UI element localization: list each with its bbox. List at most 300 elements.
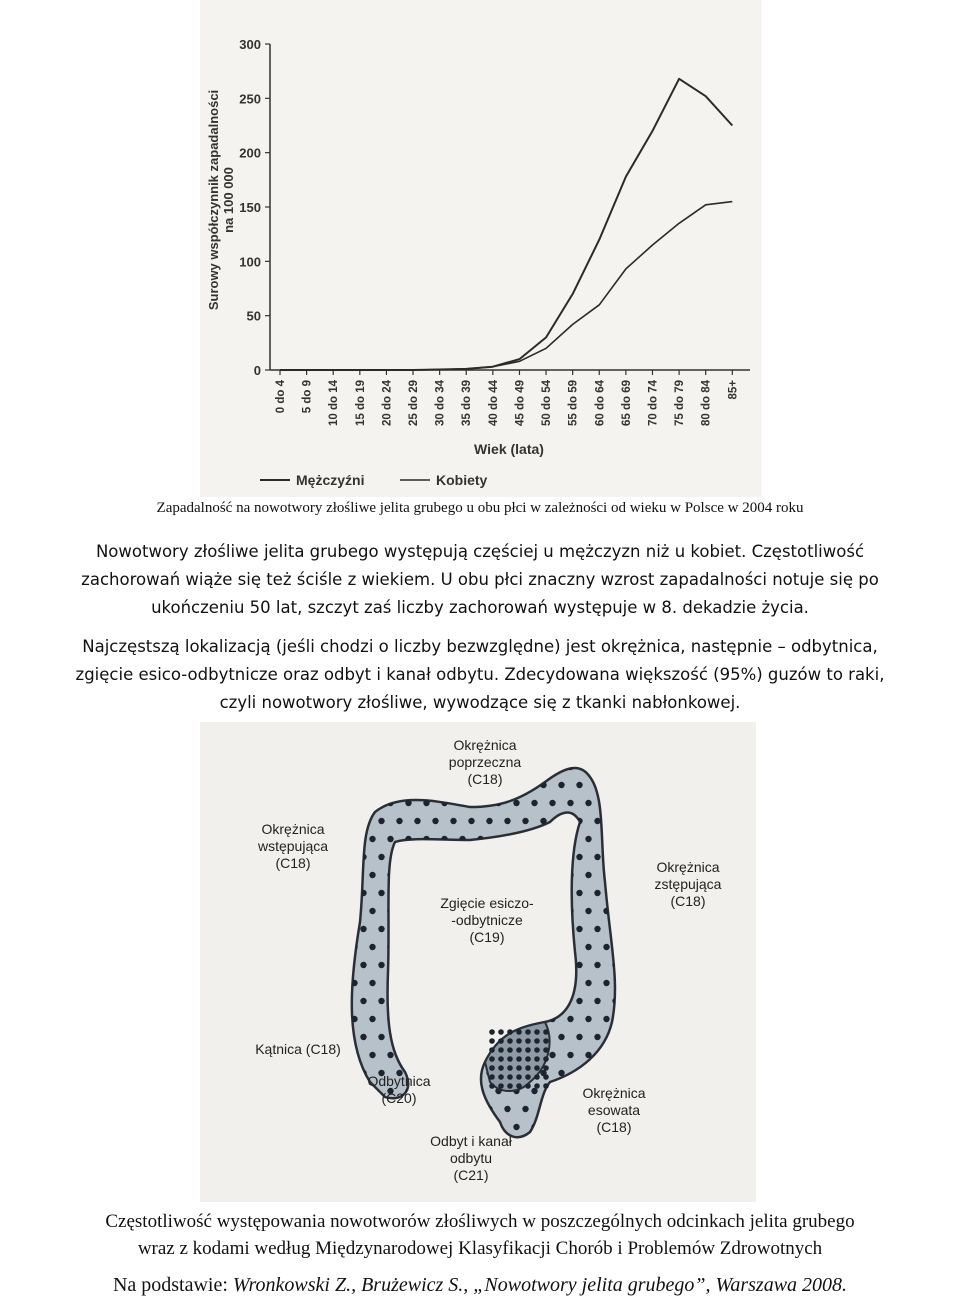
colon-cell-dot bbox=[396, 926, 402, 932]
rectum-cell-dot bbox=[543, 1074, 549, 1080]
colon-cell-dot bbox=[459, 980, 465, 986]
colon-cell-dot bbox=[513, 944, 519, 950]
colon-cell-dot bbox=[459, 872, 465, 878]
diagram-label-line: (C18) bbox=[275, 855, 311, 871]
colon-cell-dot bbox=[576, 962, 582, 968]
colon-cell-dot bbox=[603, 800, 609, 806]
colon-cell-dot bbox=[567, 800, 573, 806]
paragraph-location bbox=[0, 633, 960, 717]
rectum-cell-dot bbox=[498, 1065, 504, 1071]
diagram-label-line: Kątnica (C18) bbox=[255, 1041, 341, 1057]
colon-cell-dot bbox=[540, 962, 546, 968]
colon-cell-dot bbox=[360, 1106, 366, 1112]
colon-cell-dot bbox=[558, 1106, 564, 1112]
colon-cell-dot bbox=[468, 1106, 474, 1112]
colon-cell-dot bbox=[450, 1070, 456, 1076]
colon-cell-dot bbox=[495, 1016, 501, 1022]
paragraph-line: ukończeniu 50 lat, szczyt zaś liczby zachorowań występuje w 8. dekadzie życia. bbox=[151, 598, 809, 617]
colon-cell-dot bbox=[531, 944, 537, 950]
colon-cell-dot bbox=[423, 908, 429, 914]
diagram-label-line: Okrężnica bbox=[453, 737, 517, 753]
rectum-cell-dot bbox=[516, 1047, 522, 1053]
colon-cell-dot bbox=[414, 962, 420, 968]
rectum-cell-dot bbox=[498, 1029, 504, 1035]
rectum-cell-dot bbox=[507, 1038, 513, 1044]
x-ticks bbox=[275, 370, 739, 426]
diagram-label-line: esowata bbox=[587, 1102, 641, 1118]
colon-cell-dot bbox=[531, 764, 537, 770]
colon-cell-dot bbox=[477, 1016, 483, 1022]
colon-cell-dot bbox=[387, 1052, 393, 1058]
colon-cell-dot bbox=[504, 998, 510, 1004]
colon-cell-dot bbox=[423, 1124, 429, 1130]
colon-cell-dot bbox=[486, 962, 492, 968]
colon-cell-dot bbox=[396, 854, 402, 860]
rectum-cell-dot bbox=[507, 1056, 513, 1062]
rectum-cell-dot bbox=[489, 1065, 495, 1071]
y-tick-label: 250 bbox=[239, 91, 261, 107]
colon-cell-dot bbox=[414, 998, 420, 1004]
colon-cell-dot bbox=[360, 926, 366, 932]
colon-cell-dot bbox=[396, 782, 402, 788]
colon-cell-dot bbox=[477, 800, 483, 806]
colon-cell-dot bbox=[603, 980, 609, 986]
colon-cell-dot bbox=[423, 872, 429, 878]
rectum-cell-dot bbox=[489, 1074, 495, 1080]
colon-cell-dot bbox=[378, 1106, 384, 1112]
colon-cell-dot bbox=[540, 926, 546, 932]
colon-cell-dot bbox=[549, 872, 555, 878]
colon-cell-dot bbox=[540, 854, 546, 860]
colon-cell-dot bbox=[441, 980, 447, 986]
diagram-label-line: Odbyt i kanał bbox=[430, 1133, 512, 1149]
rectum-cell-dot bbox=[516, 1065, 522, 1071]
paragraph-line: zachorowań wiąże się też ściśle z wiekiem. U obu płci znaczny wzrost zapadalności notuje się po bbox=[81, 570, 879, 589]
diagram-label-anus bbox=[430, 1133, 513, 1183]
colon-cell-dot bbox=[522, 854, 528, 860]
colon-cell-dot bbox=[414, 818, 420, 824]
colon-cell-dot bbox=[531, 1016, 537, 1022]
x-tick-label: 80 do 84 bbox=[700, 380, 713, 427]
colon-cell-dot bbox=[369, 1016, 375, 1022]
colon-cell-dot bbox=[603, 764, 609, 770]
rectum-cell-dot bbox=[507, 1083, 513, 1089]
colon-cell-dot bbox=[468, 1034, 474, 1040]
diagram-label-line: (C21) bbox=[453, 1167, 489, 1183]
colon-cell-dot bbox=[540, 998, 546, 1004]
diagram-label-sigmoid bbox=[582, 1085, 645, 1135]
colon-cell-dot bbox=[495, 872, 501, 878]
rectum-cell-dot bbox=[498, 1074, 504, 1080]
colon-cell-dot bbox=[414, 782, 420, 788]
colon-cell-dot bbox=[504, 782, 510, 788]
incidence-chart-svg bbox=[200, 0, 762, 497]
rectum-cell-dot bbox=[543, 1029, 549, 1035]
colon-cell-dot bbox=[540, 1106, 546, 1112]
colon-cell-dot bbox=[360, 962, 366, 968]
colon-cell-dot bbox=[558, 962, 564, 968]
legend-label: Kobiety bbox=[436, 472, 488, 488]
colon-cell-dot bbox=[504, 854, 510, 860]
colon-cell-dot bbox=[594, 818, 600, 824]
colon-cell-dot bbox=[369, 1124, 375, 1130]
colon-cell-dot bbox=[414, 926, 420, 932]
rectum-cell-dot bbox=[525, 1047, 531, 1053]
colon-cell-dot bbox=[522, 1106, 528, 1112]
colon-cell-dot bbox=[450, 818, 456, 824]
colon-cell-dot bbox=[576, 890, 582, 896]
colon-cell-dot bbox=[387, 836, 393, 842]
diagram-label-line: poprzeczna bbox=[448, 754, 522, 770]
colon-cell-dot bbox=[387, 944, 393, 950]
colon-cell-dot bbox=[486, 998, 492, 1004]
colon-cell-dot bbox=[612, 962, 618, 968]
colon-cell-dot bbox=[567, 1088, 573, 1094]
colon-cell-dot bbox=[468, 818, 474, 824]
colon-cell-dot bbox=[576, 1106, 582, 1112]
colon-cell-dot bbox=[477, 980, 483, 986]
colon-cell-dot bbox=[432, 782, 438, 788]
colon-cell-dot bbox=[513, 800, 519, 806]
colon-cell-dot bbox=[369, 764, 375, 770]
colon-cell-dot bbox=[432, 1106, 438, 1112]
x-tick-label: 5 do 9 bbox=[301, 380, 314, 414]
x-tick-label: 85+ bbox=[727, 380, 740, 400]
rectum-cell-dot bbox=[516, 1083, 522, 1089]
colon-cell-dot bbox=[585, 980, 591, 986]
rectum-cell-dot bbox=[534, 1083, 540, 1089]
colon-cell-dot bbox=[423, 836, 429, 842]
rectum-cell-dot bbox=[525, 1056, 531, 1062]
y-axis-title-line: Surowy współczynnik zapadalności bbox=[206, 89, 221, 311]
colon-cell-dot bbox=[585, 944, 591, 950]
colon-cell-dot bbox=[405, 1124, 411, 1130]
colon-cell-dot bbox=[612, 818, 618, 824]
colon-cell-dot bbox=[504, 962, 510, 968]
colon-cell-dot bbox=[468, 962, 474, 968]
colon-cell-dot bbox=[441, 872, 447, 878]
colon-cell-dot bbox=[441, 836, 447, 842]
colon-cell-dot bbox=[531, 980, 537, 986]
rectum-cell-dot bbox=[543, 1056, 549, 1062]
x-tick-label: 10 do 14 bbox=[328, 380, 341, 427]
x-tick-label: 65 do 69 bbox=[620, 380, 633, 427]
colon-cell-dot bbox=[369, 872, 375, 878]
rectum-cell-dot bbox=[498, 1056, 504, 1062]
colon-cell-dot bbox=[351, 908, 357, 914]
colon-cell-dot bbox=[513, 1124, 519, 1130]
rectum-cell-dot bbox=[525, 1029, 531, 1035]
x-tick-label: 50 do 54 bbox=[541, 380, 554, 427]
colon-cell-dot bbox=[558, 854, 564, 860]
colon-cell-dot bbox=[594, 854, 600, 860]
colon-cell-dot bbox=[567, 908, 573, 914]
colon-cell-dot bbox=[567, 1124, 573, 1130]
colon-cell-dot bbox=[450, 1034, 456, 1040]
colon-cell-dot bbox=[531, 872, 537, 878]
colon-cell-dot bbox=[585, 1052, 591, 1058]
rectum-cell-dot bbox=[507, 1029, 513, 1035]
colon-cell-dot bbox=[531, 800, 537, 806]
colon-cell-dot bbox=[522, 818, 528, 824]
colon-cell-dot bbox=[504, 818, 510, 824]
colon-cell-dot bbox=[441, 1124, 447, 1130]
colon-cell-dot bbox=[441, 1088, 447, 1094]
colon-cell-dot bbox=[486, 854, 492, 860]
x-axis-title: Wiek (lata) bbox=[474, 441, 544, 457]
colon-cell-dot bbox=[432, 1034, 438, 1040]
x-tick-label: 75 do 79 bbox=[674, 380, 687, 427]
colon-cell-dot bbox=[468, 1070, 474, 1076]
y-axis-title-line: na 100 000 bbox=[221, 167, 236, 233]
paragraph-line: zgięcie esico-odbytnicze oraz odbyt i kanał odbytu. Zdecydowana większość (95%) guzów to raki, bbox=[75, 665, 885, 684]
colon-cell-dot bbox=[378, 782, 384, 788]
x-tick-label: 30 do 34 bbox=[434, 380, 447, 427]
colon-cell-dot bbox=[576, 998, 582, 1004]
colon-cell-dot bbox=[558, 998, 564, 1004]
diagram-caption-line: Częstotliwość występowania nowotworów złośliwych w poszczególnych odcinkach jelita grubego bbox=[105, 1211, 855, 1232]
colon-cell-dot bbox=[567, 836, 573, 842]
colon-cell-dot bbox=[405, 1016, 411, 1022]
colon-cell-dot bbox=[450, 1106, 456, 1112]
y-tick-label: 300 bbox=[239, 37, 261, 52]
rectum-cell-dot bbox=[525, 1038, 531, 1044]
colon-cell-dot bbox=[549, 908, 555, 914]
rectum-cell-dot bbox=[534, 1029, 540, 1035]
x-tick-label: 20 do 24 bbox=[381, 380, 394, 427]
colon-cell-dot bbox=[351, 1088, 357, 1094]
colon-cell-dot bbox=[423, 800, 429, 806]
colon-cell-dot bbox=[459, 1052, 465, 1058]
colon-cell-dot bbox=[378, 818, 384, 824]
diagram-label-line: zstępująca bbox=[654, 876, 722, 892]
colon-cell-dot bbox=[405, 764, 411, 770]
series-line bbox=[280, 202, 732, 370]
colon-cell-dot bbox=[513, 1016, 519, 1022]
diagram-label-line: Okrężnica bbox=[582, 1085, 646, 1101]
colon-cell-dot bbox=[360, 998, 366, 1004]
colon-cell-dot bbox=[522, 926, 528, 932]
rectum-cell-dot bbox=[507, 1047, 513, 1053]
colon-cell-dot bbox=[549, 836, 555, 842]
colon-cell-dot bbox=[432, 890, 438, 896]
colon-cell-dot bbox=[549, 944, 555, 950]
rectum-cell-dot bbox=[534, 1056, 540, 1062]
colon-cell-dot bbox=[549, 800, 555, 806]
colon-cell-dot bbox=[459, 944, 465, 950]
source-reference: Wronkowski Z., Brużewicz S., „Nowotwory jelita grubego”, Warszawa 2008. bbox=[232, 1274, 848, 1296]
x-tick-label: 25 do 29 bbox=[408, 380, 421, 427]
colon-cell-dot bbox=[558, 890, 564, 896]
colon-cell-dot bbox=[468, 854, 474, 860]
rectum-cell-dot bbox=[525, 1083, 531, 1089]
colon-cell-dot bbox=[603, 944, 609, 950]
rectum-cell-dot bbox=[498, 1083, 504, 1089]
colon-cell-dot bbox=[423, 1052, 429, 1058]
colon-cell-dot bbox=[378, 962, 384, 968]
colon-cell-dot bbox=[486, 818, 492, 824]
colon-cell-dot bbox=[576, 1070, 582, 1076]
colon-cell-dot bbox=[414, 890, 420, 896]
colon-cell-dot bbox=[585, 1016, 591, 1022]
rectum-cell-dot bbox=[516, 1074, 522, 1080]
colon-cell-dot bbox=[585, 908, 591, 914]
colon-cell-dot bbox=[396, 962, 402, 968]
colon-cell-dot bbox=[531, 836, 537, 842]
colon-cell-dot bbox=[369, 944, 375, 950]
paragraph-line: czyli nowotwory złośliwe, wywodzące się z tkanki nabłonkowej. bbox=[219, 693, 741, 712]
rectum-cell-dot bbox=[507, 1065, 513, 1071]
colon-cell-dot bbox=[567, 1016, 573, 1022]
colon-cell-dot bbox=[396, 1034, 402, 1040]
rectum-cell-dot bbox=[534, 1065, 540, 1071]
rectum-cell-dot bbox=[525, 1074, 531, 1080]
colon-cell-dot bbox=[477, 872, 483, 878]
colon-cell-dot bbox=[459, 1124, 465, 1130]
colon-cell-dot bbox=[450, 782, 456, 788]
colon-cell-dot bbox=[396, 818, 402, 824]
colon-cell-dot bbox=[612, 782, 618, 788]
colon-cell-dot bbox=[405, 872, 411, 878]
x-tick-label: 35 do 39 bbox=[461, 380, 474, 427]
colon-cell-dot bbox=[423, 944, 429, 950]
colon-cell-dot bbox=[594, 890, 600, 896]
diagram-label-line: Okrężnica bbox=[656, 859, 720, 875]
rectum-cell-dot bbox=[516, 1056, 522, 1062]
colon-cell-dot bbox=[432, 1070, 438, 1076]
colon-cell-dot bbox=[405, 908, 411, 914]
rectum-cell-dot bbox=[489, 1029, 495, 1035]
colon-cell-dot bbox=[369, 836, 375, 842]
colon-cell-dot bbox=[549, 764, 555, 770]
chart-series bbox=[280, 79, 732, 370]
colon-cell-dot bbox=[567, 1052, 573, 1058]
colon-cell-dot bbox=[585, 1124, 591, 1130]
source-citation bbox=[0, 1274, 960, 1297]
colon-cell-dot bbox=[549, 1124, 555, 1130]
diagram-label-line: (C20) bbox=[381, 1090, 417, 1106]
colon-cell-dot bbox=[576, 926, 582, 932]
rectum-cell-dot bbox=[534, 1074, 540, 1080]
colon-cell-dot bbox=[558, 782, 564, 788]
rectum-cell-dot bbox=[498, 1038, 504, 1044]
colon-cell-dot bbox=[360, 782, 366, 788]
colon-cell-dot bbox=[567, 872, 573, 878]
diagram-label-line: -odbytnicze bbox=[451, 912, 523, 928]
rectum-cell-dot bbox=[525, 1065, 531, 1071]
colon-cell-dot bbox=[441, 800, 447, 806]
colon-cell-dot bbox=[513, 872, 519, 878]
colon-cell-dot bbox=[459, 1016, 465, 1022]
rectum-cell-dot bbox=[516, 1029, 522, 1035]
colon-cell-dot bbox=[603, 836, 609, 842]
colon-cell-dot bbox=[585, 872, 591, 878]
diagram-caption bbox=[0, 1208, 960, 1262]
series-line bbox=[280, 79, 732, 370]
y-tick-label: 150 bbox=[239, 200, 261, 215]
colon-cell-dot bbox=[396, 890, 402, 896]
colon-cell-dot bbox=[558, 926, 564, 932]
x-tick-label: 40 do 44 bbox=[487, 380, 500, 427]
y-tick-label: 50 bbox=[246, 308, 261, 324]
colon-cell-dot bbox=[612, 854, 618, 860]
colon-cell-dot bbox=[432, 926, 438, 932]
colon-cell-dot bbox=[576, 782, 582, 788]
rectum-cell-dot bbox=[543, 1047, 549, 1053]
legend-label: Mężczyźni bbox=[296, 472, 365, 488]
diagram-caption-line: wraz z kodami według Międzynarodowej Klasyfikacji Chorób i Problemów Zdrowotnych bbox=[137, 1238, 823, 1259]
incidence-chart bbox=[200, 0, 762, 497]
colon-cell-dot bbox=[585, 836, 591, 842]
colon-cell-dot bbox=[567, 980, 573, 986]
colon-cell-dot bbox=[594, 1034, 600, 1040]
diagram-label-line: (C18) bbox=[467, 771, 503, 787]
colon-cell-dot bbox=[576, 854, 582, 860]
colon-cell-dot bbox=[432, 818, 438, 824]
colon-cell-dot bbox=[432, 962, 438, 968]
diagram-label-line: Odbytnica bbox=[367, 1073, 431, 1089]
colon-cell-dot bbox=[558, 1070, 564, 1076]
colon-cell-dot bbox=[351, 764, 357, 770]
colon-cell-dot bbox=[549, 1088, 555, 1094]
colon-cell-dot bbox=[360, 1034, 366, 1040]
rectum-cell-dot bbox=[489, 1038, 495, 1044]
colon-cell-dot bbox=[414, 1106, 420, 1112]
rectum-cell-dot bbox=[534, 1038, 540, 1044]
colon-cell-dot bbox=[351, 872, 357, 878]
diagram-label-caecum bbox=[255, 1041, 341, 1057]
colon-cell-dot bbox=[540, 818, 546, 824]
x-tick-label: 15 do 19 bbox=[354, 380, 367, 427]
diagram-label-descending bbox=[655, 859, 722, 909]
colon-cell-dot bbox=[369, 800, 375, 806]
colon-cell-dot bbox=[522, 998, 528, 1004]
colon-cell-dot bbox=[441, 764, 447, 770]
colon-cell-dot bbox=[441, 1052, 447, 1058]
rectum-cell-dot bbox=[543, 1038, 549, 1044]
colon-cell-dot bbox=[414, 1034, 420, 1040]
colon-cell-dot bbox=[396, 998, 402, 1004]
rectum-cell-dot bbox=[516, 1038, 522, 1044]
colon-cell-dot bbox=[477, 1052, 483, 1058]
colon-cell-dot bbox=[369, 980, 375, 986]
colon-cell-dot bbox=[396, 1106, 402, 1112]
colon-cell-dot bbox=[405, 980, 411, 986]
y-tick-label: 100 bbox=[239, 254, 261, 270]
diagram-label-line: Okrężnica bbox=[261, 821, 325, 837]
colon-cell-dot bbox=[360, 818, 366, 824]
diagram-label-sigmoid-flexure bbox=[440, 895, 534, 945]
chart-axes bbox=[270, 44, 750, 370]
colon-cell-dot bbox=[558, 818, 564, 824]
colon-cell-dot bbox=[594, 962, 600, 968]
colon-cell-dot bbox=[612, 890, 618, 896]
y-tick-label: 200 bbox=[239, 145, 261, 161]
diagram-labels bbox=[255, 737, 721, 1183]
colon-cell-dot bbox=[378, 998, 384, 1004]
colon-cell-dot bbox=[387, 1124, 393, 1130]
diagram-label-line: wstępująca bbox=[257, 838, 329, 854]
colon-cell-dot bbox=[351, 944, 357, 950]
diagram-label-transverse bbox=[449, 737, 522, 787]
y-axis-title bbox=[206, 90, 236, 310]
rectum-cell-dot bbox=[543, 1065, 549, 1071]
colon-cell-dot bbox=[549, 1052, 555, 1058]
rectum-cell-dot bbox=[489, 1047, 495, 1053]
chart-legend bbox=[260, 472, 488, 488]
colon-cell-dot bbox=[459, 1088, 465, 1094]
colon-cell-dot bbox=[405, 836, 411, 842]
